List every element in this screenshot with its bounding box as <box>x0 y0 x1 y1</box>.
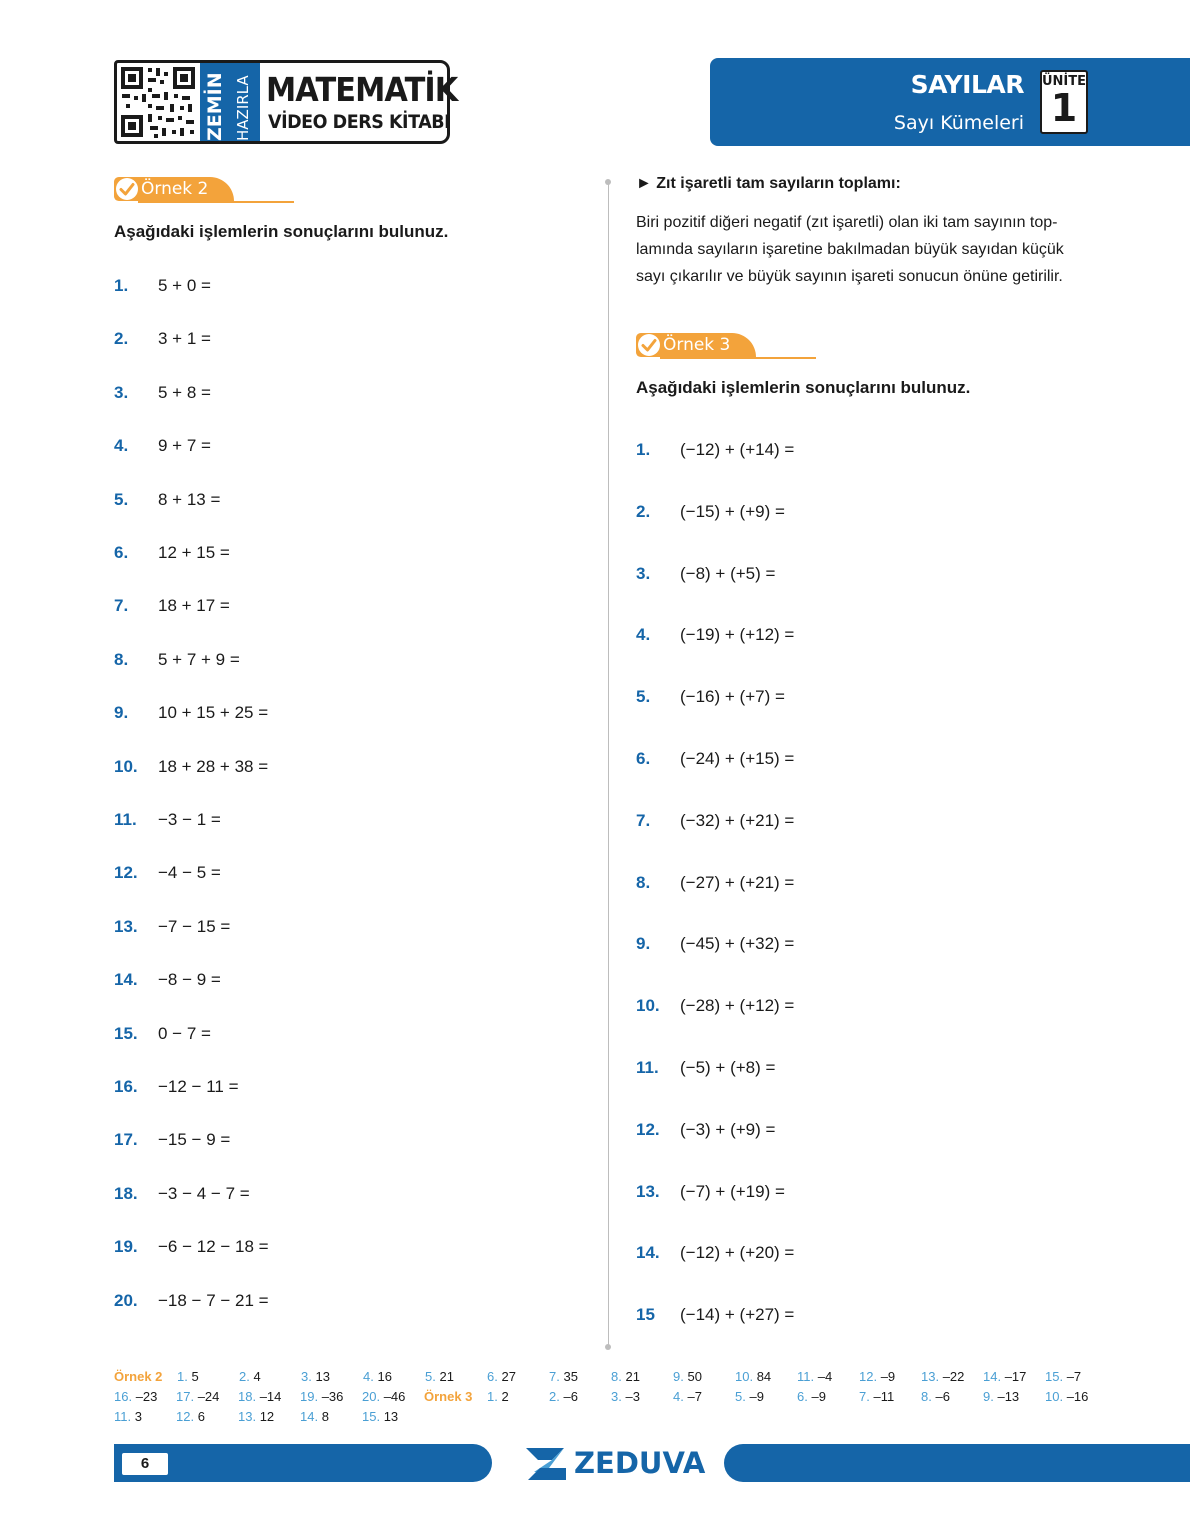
answer-item <box>859 1389 894 1404</box>
question-expression: −6 − 12 − 18 = <box>158 1237 269 1257</box>
answer-number: 10. <box>1045 1389 1064 1404</box>
question-expression: 3 + 1 = <box>158 329 211 349</box>
answer-value: –7 <box>687 1389 702 1404</box>
answer-value: –4 <box>817 1369 833 1384</box>
answer-item <box>735 1369 771 1384</box>
answer-item <box>735 1389 764 1404</box>
answer-value: –6 <box>935 1389 950 1404</box>
answer-value: 12 <box>259 1409 275 1424</box>
question-number: 19. <box>114 1237 138 1257</box>
answer-value: 21 <box>625 1369 640 1384</box>
answer-number: 9. <box>983 1389 994 1404</box>
question-expression: (−24) + (+15) = <box>680 749 795 768</box>
answer-value: 3 <box>134 1409 142 1424</box>
answer-value: –46 <box>383 1389 406 1404</box>
answer-item <box>238 1389 281 1404</box>
question-number: 12. <box>114 863 138 883</box>
answer-value: 4 <box>253 1369 261 1384</box>
answer-value: 13 <box>383 1409 399 1424</box>
answer-number: 13. <box>921 1369 940 1384</box>
answer-value: –24 <box>197 1389 220 1404</box>
question-number: 4. <box>636 625 651 645</box>
answer-value: –23 <box>135 1389 158 1404</box>
answer-value: 27 <box>501 1369 516 1384</box>
answer-number: 4. <box>673 1389 684 1404</box>
answer-number: 7. <box>549 1369 560 1384</box>
question-number: 7. <box>636 810 651 830</box>
question-number: 8. <box>114 649 129 669</box>
question-number: 18. <box>114 1183 138 1203</box>
answer-item <box>362 1409 398 1424</box>
answer-item <box>177 1369 199 1384</box>
answer-item <box>362 1389 405 1404</box>
answer-number: 2. <box>239 1369 250 1384</box>
answer-number: 13. <box>238 1409 257 1424</box>
answer-value: 50 <box>687 1369 702 1384</box>
answer-item <box>487 1389 509 1404</box>
answer-item <box>921 1369 964 1384</box>
answer-number: 15. <box>1045 1369 1064 1384</box>
question-expression: (−12) + (+20) = <box>680 1243 795 1263</box>
question-expression: (−14) + (+27) = <box>680 1305 795 1325</box>
rule-line: Biri pozitif diğeri negatif (zıt işaretli) olan iki tam sayının top- <box>636 214 1058 231</box>
answer-number: 18. <box>238 1389 257 1404</box>
question-number: 10. <box>636 996 660 1016</box>
question-expression: 8 + 13 = <box>158 489 221 509</box>
question-expression: 18 + 17 = <box>158 596 230 616</box>
question-expression: (−3) + (+9) = <box>680 1119 776 1139</box>
question-number: 2. <box>114 329 129 349</box>
badge-underline <box>660 357 816 359</box>
answer-number: 1. <box>177 1369 188 1384</box>
question-expression: (−45) + (+32) = <box>680 934 795 954</box>
question-number: 1. <box>114 276 129 295</box>
answer-value: 21 <box>439 1369 454 1384</box>
question-number: 2. <box>636 501 651 521</box>
question-expression: 0 − 7 = <box>158 1023 211 1043</box>
question-expression: −4 − 5 = <box>158 863 221 883</box>
divider-dot <box>605 179 611 185</box>
question-number: 6. <box>636 749 651 768</box>
rule-heading: ► Zıt işaretli tam sayıların toplamı: <box>636 175 901 192</box>
question-expression: 5 + 7 + 9 = <box>158 649 240 669</box>
answer-item <box>114 1409 142 1424</box>
answer-number: 1. <box>487 1389 498 1404</box>
question-expression: (−5) + (+8) = <box>680 1058 776 1077</box>
answer-item <box>673 1369 702 1384</box>
question-number: 5. <box>636 687 651 707</box>
question-expression: (−27) + (+21) = <box>680 872 795 892</box>
question-expression: 5 + 0 = <box>158 276 211 295</box>
unit-badge <box>1040 70 1088 134</box>
answer-number: 7. <box>859 1389 870 1404</box>
unit-label: ÜNİTE <box>1042 74 1087 89</box>
question-expression: (−15) + (+9) = <box>680 501 785 521</box>
answer-number: 5. <box>735 1389 746 1404</box>
question-expression: 5 + 8 = <box>158 382 211 402</box>
question-expression: −7 − 15 = <box>158 916 231 936</box>
answer-number: 4. <box>363 1369 374 1384</box>
answer-number: 2. <box>549 1389 560 1404</box>
answer-number: 10. <box>735 1369 754 1384</box>
brand-name: ZEDUVA <box>574 1446 706 1480</box>
question-expression: −12 − 11 = <box>158 1077 239 1096</box>
badge-underline <box>138 201 294 203</box>
divider-dot <box>605 1344 611 1350</box>
question-number: 1. <box>636 440 651 459</box>
answer-number: 9. <box>673 1369 684 1384</box>
example-2-instruction: Aşağıdaki işlemlerin sonuçlarını bulunuz. <box>114 222 449 241</box>
answer-item <box>983 1369 1026 1384</box>
question-number: 11. <box>114 810 137 829</box>
question-number: 13. <box>636 1181 660 1201</box>
rule-line: lamında sayıların işaretine bakılmadan büyük sayıdan küçük <box>636 241 1064 258</box>
answer-value: 35 <box>563 1369 578 1384</box>
badge-label: Örnek 2 <box>141 179 209 199</box>
answer-number: 12. <box>176 1409 195 1424</box>
answer-value: –3 <box>625 1389 640 1404</box>
answer-number: 6. <box>797 1389 808 1404</box>
answer-number: 12. <box>859 1369 878 1384</box>
question-expression: (−12) + (+14) = <box>680 440 795 459</box>
answer-number: 19. <box>300 1389 319 1404</box>
logo-title: MATEMATİK <box>266 70 458 109</box>
example-3-badge <box>636 333 816 361</box>
question-number: 14. <box>114 970 138 990</box>
answer-label-example-2: Örnek 2 <box>114 1369 163 1384</box>
answer-value: –17 <box>1004 1369 1027 1384</box>
answer-value: –9 <box>749 1389 764 1404</box>
question-expression: 18 + 28 + 38 = <box>158 756 269 776</box>
question-number: 16. <box>114 1077 138 1096</box>
answer-number: 14. <box>300 1409 319 1424</box>
answer-item <box>238 1409 274 1424</box>
question-expression: (−32) + (+21) = <box>680 810 795 830</box>
question-number: 9. <box>636 934 651 954</box>
answer-value: –7 <box>1066 1369 1082 1384</box>
answer-number: 17. <box>176 1389 195 1404</box>
answer-number: 8. <box>611 1369 622 1384</box>
answer-item <box>114 1389 157 1404</box>
question-expression: −3 − 4 − 7 = <box>158 1183 250 1203</box>
question-expression: (−8) + (+5) = <box>680 563 776 583</box>
answer-item <box>797 1389 826 1404</box>
answer-value: –14 <box>259 1389 282 1404</box>
answer-item <box>301 1369 330 1384</box>
question-number: 4. <box>114 436 129 456</box>
question-number: 7. <box>114 596 129 616</box>
question-number: 17. <box>114 1130 138 1150</box>
answer-number: 11. <box>797 1369 815 1384</box>
example-2-badge <box>114 177 294 205</box>
answer-number: 3. <box>301 1369 312 1384</box>
answer-number: 16. <box>114 1389 133 1404</box>
check-icon <box>638 334 660 356</box>
answer-item <box>673 1389 702 1404</box>
logo-side-2: HAZIRLA <box>234 75 252 141</box>
question-expression: −18 − 7 − 21 = <box>158 1290 269 1310</box>
answer-value: –9 <box>811 1389 826 1404</box>
question-expression: −3 − 1 = <box>158 810 221 829</box>
question-expression: (−7) + (+19) = <box>680 1181 785 1201</box>
answer-value: 16 <box>377 1369 392 1384</box>
question-expression: −8 − 9 = <box>158 970 221 990</box>
footer-bar-left <box>114 1444 492 1482</box>
answer-number: 5. <box>425 1369 436 1384</box>
example-3-instruction: Aşağıdaki işlemlerin sonuçlarını bulunuz. <box>636 378 971 397</box>
answer-value: –9 <box>880 1369 896 1384</box>
answer-value: 8 <box>321 1409 329 1424</box>
column-divider <box>608 182 609 1346</box>
zeduva-logo-icon <box>524 1446 568 1482</box>
logo-subtitle: VİDEO DERS KİTABI <box>268 111 451 133</box>
question-number: 3. <box>114 382 129 402</box>
rule-line: sayı çıkarılır ve büyük sayının işareti sonucun önüne getirilir. <box>636 268 1063 285</box>
answer-number: 6. <box>487 1369 498 1384</box>
answer-value: –16 <box>1066 1389 1089 1404</box>
answer-item <box>549 1389 578 1404</box>
answer-item <box>921 1389 950 1404</box>
question-number: 15. <box>114 1023 138 1043</box>
logo-strip <box>200 63 260 141</box>
question-number: 8. <box>636 872 651 892</box>
question-expression: (−19) + (+12) = <box>680 625 795 645</box>
answer-item <box>487 1369 516 1384</box>
question-number: 3. <box>636 563 651 583</box>
unit-subtitle: Sayı Kümeleri <box>893 112 1024 134</box>
answer-value: 84 <box>756 1369 772 1384</box>
answer-item <box>176 1389 219 1404</box>
question-number: 10. <box>114 756 138 776</box>
question-number: 11. <box>636 1058 659 1077</box>
question-expression: 12 + 15 = <box>158 543 230 562</box>
question-number: 12. <box>636 1119 660 1139</box>
question-number: 6. <box>114 543 129 562</box>
question-number: 9. <box>114 703 129 723</box>
question-expression: (−28) + (+12) = <box>680 996 795 1016</box>
answer-item <box>983 1389 1019 1404</box>
answer-number: 8. <box>921 1389 932 1404</box>
answer-item <box>611 1389 640 1404</box>
question-expression: (−16) + (+7) = <box>680 687 785 707</box>
footer-bar-right <box>724 1444 1190 1482</box>
question-number: 5. <box>114 489 129 509</box>
question-number: 14. <box>636 1243 660 1263</box>
question-number: 20. <box>114 1290 138 1310</box>
answer-item <box>797 1369 832 1384</box>
answer-value: –36 <box>321 1389 344 1404</box>
question-expression: 9 + 7 = <box>158 436 211 456</box>
answer-number: 15. <box>362 1409 381 1424</box>
answer-number: 14. <box>983 1369 1002 1384</box>
unit-title: SAYILAR <box>910 70 1024 99</box>
answer-item <box>300 1409 329 1424</box>
answer-item <box>1045 1389 1088 1404</box>
answer-item <box>859 1369 895 1384</box>
answer-value: –22 <box>942 1369 965 1384</box>
answer-item <box>176 1409 205 1424</box>
answer-item <box>549 1369 578 1384</box>
page-number: 6 <box>122 1453 168 1475</box>
answer-item <box>239 1369 261 1384</box>
answer-value: –11 <box>873 1389 895 1404</box>
answer-item <box>363 1369 392 1384</box>
answer-value: 2 <box>501 1389 509 1404</box>
answer-item <box>611 1369 640 1384</box>
check-icon <box>116 178 138 200</box>
question-number: 15 <box>636 1305 655 1325</box>
question-number: 13. <box>114 916 138 936</box>
answer-value: –6 <box>563 1389 578 1404</box>
answer-item <box>300 1389 343 1404</box>
unit-number: 1 <box>1050 86 1078 130</box>
logo-side-1: ZEMİN <box>204 72 226 141</box>
answer-value: –13 <box>997 1389 1020 1404</box>
question-expression: −15 − 9 = <box>158 1130 231 1150</box>
question-expression: 10 + 15 + 25 = <box>158 703 269 723</box>
answer-item <box>1045 1369 1081 1384</box>
answer-value: 13 <box>315 1369 330 1384</box>
answer-label-example-3: Örnek 3 <box>424 1389 473 1404</box>
answer-item <box>425 1369 454 1384</box>
answer-value: 6 <box>197 1409 205 1424</box>
answer-number: 3. <box>611 1389 622 1404</box>
qr-code-icon[interactable] <box>118 64 198 140</box>
badge-label: Örnek 3 <box>663 335 731 355</box>
answer-value: 5 <box>191 1369 199 1384</box>
answer-number: 11. <box>114 1409 132 1424</box>
answer-number: 20. <box>362 1389 381 1404</box>
